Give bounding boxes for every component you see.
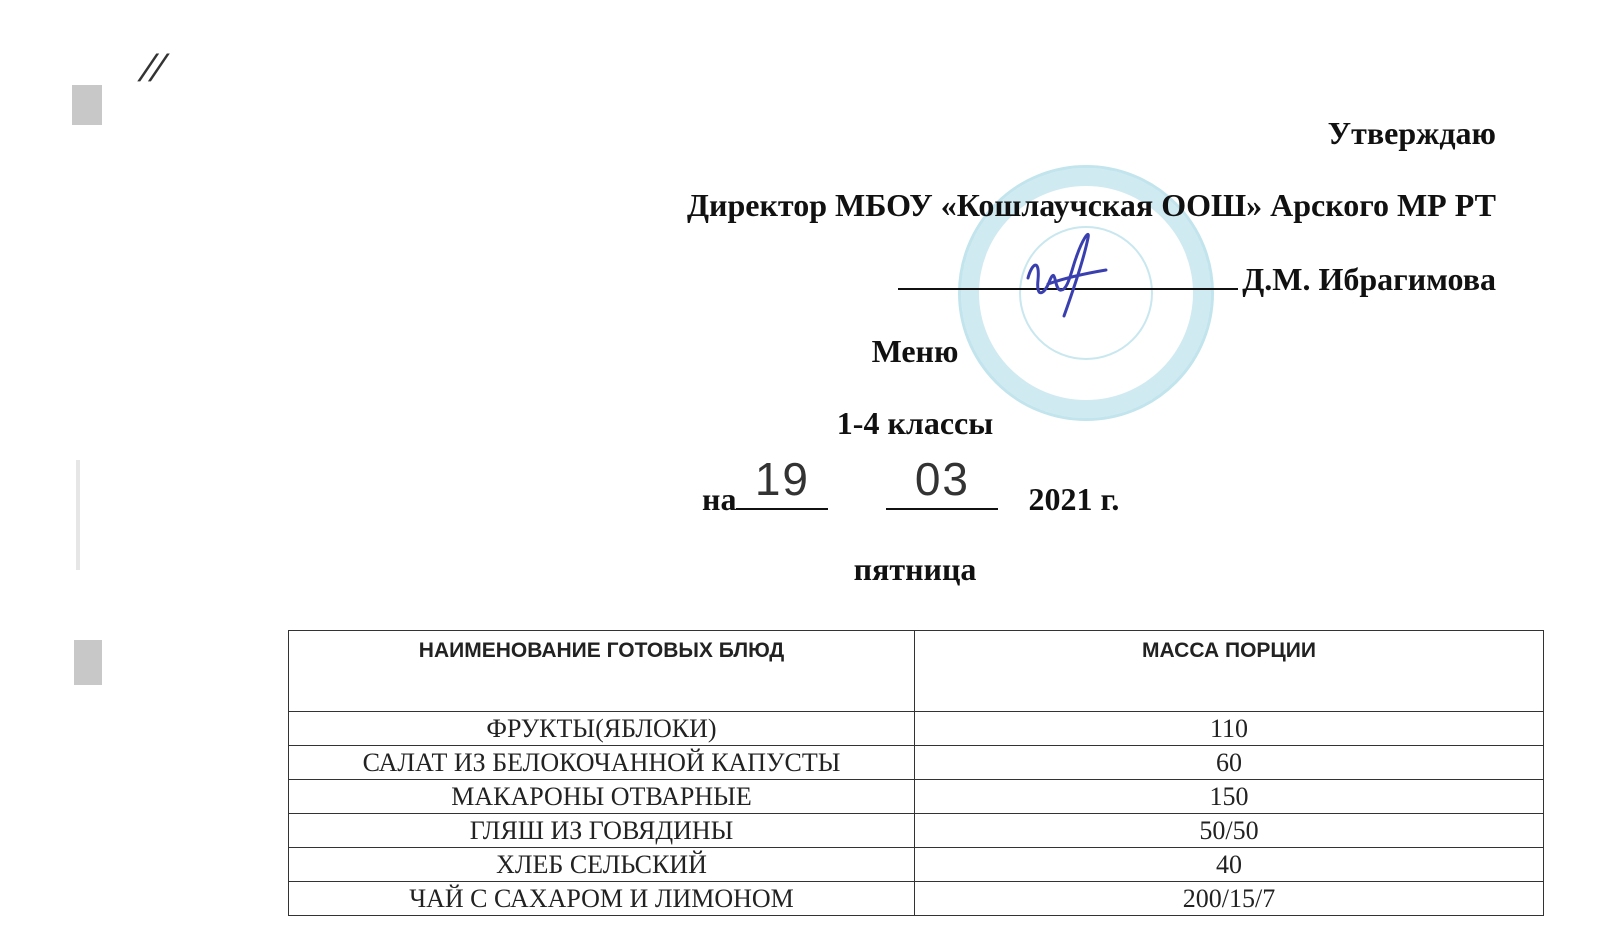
dish-name: ХЛЕБ СЕЛЬСКИЙ [289, 848, 915, 882]
menu-table [288, 630, 1544, 916]
day-field [736, 453, 828, 510]
signature-line [898, 260, 1496, 298]
date-line [702, 453, 1120, 518]
table-row [289, 746, 1544, 780]
table-row [289, 848, 1544, 882]
approve-label: Утверждаю [1327, 115, 1496, 151]
portion-mass: 60 [915, 746, 1544, 780]
table-row [289, 814, 1544, 848]
portion-mass: 50/50 [915, 814, 1544, 848]
scan-artifact [74, 640, 102, 685]
table-row [289, 882, 1544, 916]
dish-name: САЛАТ ИЗ БЕЛОКОЧАННОЙ КАПУСТЫ [289, 746, 915, 780]
table-header-row [289, 631, 1544, 712]
portion-mass: 110 [915, 712, 1544, 746]
month-value: 03 [914, 453, 971, 505]
header-portion-mass: МАССА ПОРЦИИ [915, 631, 1544, 712]
handwritten-signature [1010, 218, 1120, 328]
year-label: 2021 г. [1028, 481, 1120, 517]
signatory-name: Д.М. Ибрагимова [1242, 261, 1496, 297]
portion-mass: 150 [915, 780, 1544, 814]
dish-name: ГЛЯШ ИЗ ГОВЯДИНЫ [289, 814, 915, 848]
dish-name: ЧАЙ С САХАРОМ И ЛИМОНОМ [289, 882, 915, 916]
weekday-label: пятница [853, 551, 977, 587]
header-dish-name: НАИМЕНОВАНИЕ ГОТОВЫХ БЛЮД [289, 631, 915, 712]
menu-title: Меню [871, 333, 959, 369]
table-row [289, 780, 1544, 814]
dish-name: ФРУКТЫ(ЯБЛОКИ) [289, 712, 915, 746]
scan-artifact [72, 85, 102, 125]
director-line: Директор МБОУ «Кошлаучская ООШ» Арского МР РТ [687, 187, 1496, 223]
day-value: 19 [754, 453, 811, 505]
portion-mass: 40 [915, 848, 1544, 882]
corner-mark: // [137, 48, 168, 90]
date-prefix: на [702, 481, 737, 517]
dish-name: МАКАРОНЫ ОТВАРНЫЕ [289, 780, 915, 814]
portion-mass: 200/15/7 [915, 882, 1544, 916]
grades-label: 1-4 классы [836, 405, 994, 441]
month-field [886, 453, 998, 510]
table-row [289, 712, 1544, 746]
